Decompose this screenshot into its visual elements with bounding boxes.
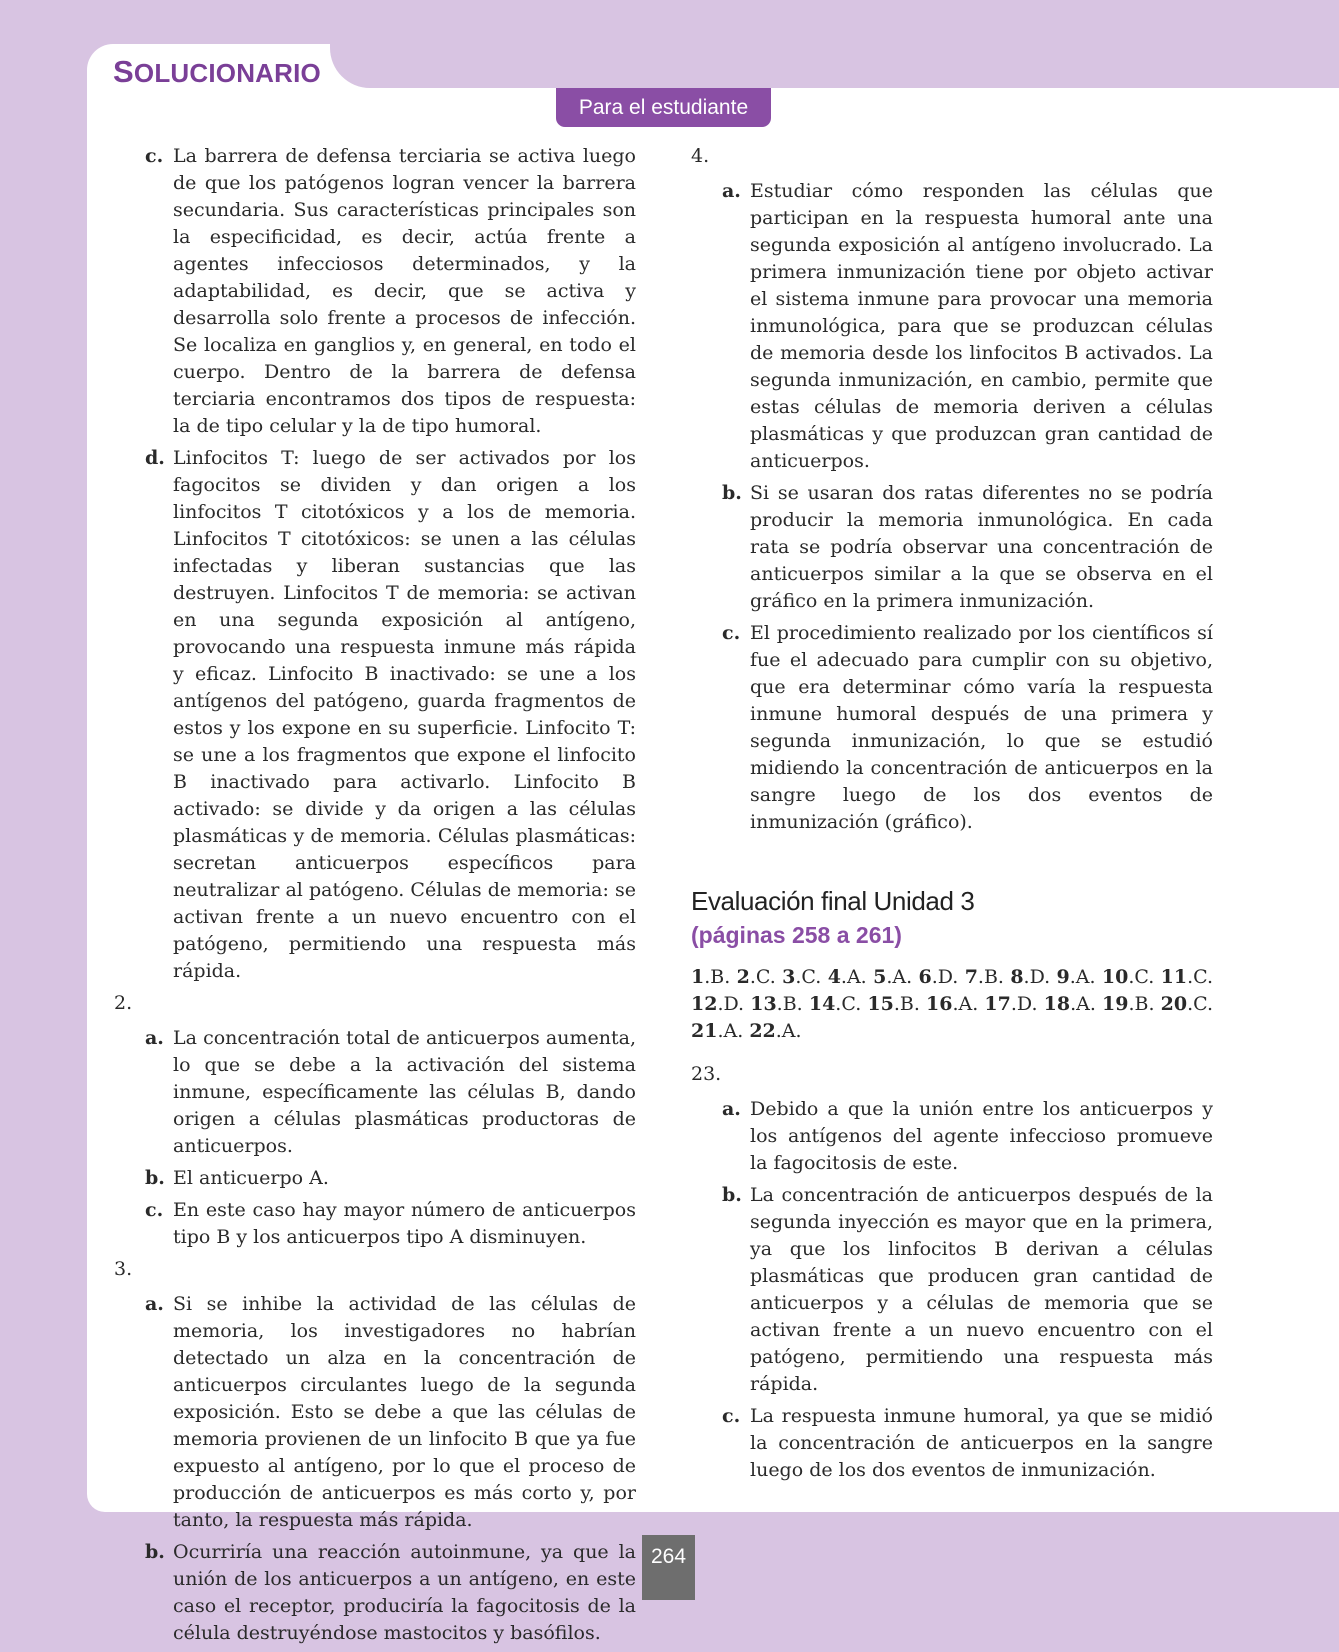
answer-key-letter: .A. — [775, 1020, 802, 1042]
item-text: Ocurriría una reacción autoinmune, ya que la unión de los anticuerpos a un antígeno, en este caso el receptor, produciría la fagocitosis de la célula destruyéndose mastocitos y basófilos. — [173, 1541, 636, 1644]
q2-items — [145, 1025, 636, 1251]
q4-items — [722, 178, 1213, 836]
evaluation-pages: (páginas 258 a 261) — [691, 922, 902, 948]
answer-key-entry — [809, 993, 861, 1015]
item-text: La concentración total de anticuerpos aumenta, lo que se debe a la activación del sistema inmune, específicamente las células B, dando origen a células plasmáticas productoras de anticuerpos. — [173, 1027, 636, 1157]
answer-key-number: 18 — [1043, 993, 1071, 1015]
answer-key-entry — [828, 966, 867, 988]
answer-key-letter: .A. — [717, 1020, 744, 1042]
header-rest: OLUCIONARIO — [133, 58, 321, 88]
answer-key-entry — [1057, 966, 1096, 988]
q3-items — [145, 1291, 636, 1647]
question-number: 2. — [114, 992, 133, 1014]
answer-item — [145, 1025, 636, 1160]
item-label: b. — [145, 1167, 165, 1189]
answer-key-letter: .C. — [749, 966, 776, 988]
answer-key-entry — [737, 966, 776, 988]
answer-key-letter: .A. — [840, 966, 867, 988]
answer-key-entry — [691, 993, 744, 1015]
answer-key-number: 8 — [1010, 966, 1024, 988]
page-number: 264 — [642, 1535, 695, 1600]
answer-key-letter: .D. — [1010, 993, 1038, 1015]
evaluation-title: Evaluación final Unidad 3 — [691, 886, 975, 916]
answer-key-letter: .D. — [931, 966, 959, 988]
answer-key-letter: .B. — [776, 993, 803, 1015]
answer-item — [722, 1403, 1213, 1484]
item-label: a. — [722, 180, 741, 202]
answer-key-number: 2 — [736, 966, 750, 988]
section-header — [113, 54, 321, 90]
answer-key-letter: .A. — [1069, 966, 1096, 988]
answer-key-letter: .D. — [1023, 966, 1051, 988]
answer-key-entry — [1044, 993, 1096, 1015]
answer-key-letter: .A. — [1070, 993, 1096, 1015]
answer-item — [145, 1197, 636, 1251]
item-label: a. — [722, 1098, 741, 1120]
item-text: Estudiar cómo responden las células que participan en la respuesta humoral ante una segunda exposición al antígeno involucrado. La primera inmunización tiene por objeto activar el sistema inmune para provocar una memoria inmunológica, para que se produzcan células de memoria desde los linfocitos B activados. La segunda inmunización, en cambio, permite que estas células de memoria deriven a células plasmáticas y que produzcan gran cantidad de anticuerpos. — [750, 180, 1213, 472]
item-text: La concentración de anticuerpos después de la segunda inyección es mayor que en la primera, ya que los linfocitos B derivan a células plasmáticas que producen gran cantidad de anticuerpos y a células de memoria que se activan frente a un nuevo encuentro con el patógeno, permitiendo una respuesta más rápida. — [750, 1184, 1213, 1395]
answer-item — [722, 178, 1213, 475]
answer-key-number: 11 — [1160, 966, 1188, 988]
item-text: Debido a que la unión entre los anticuerpos y los antígenos del agente infeccioso promueve la fagocitosis de este. — [750, 1098, 1213, 1174]
answer-key-number: 20 — [1160, 993, 1188, 1015]
answer-key-number: 15 — [867, 993, 894, 1015]
answer-key-letter: .A. — [952, 993, 979, 1015]
answer-key-entry — [691, 966, 730, 988]
answer-key-entry — [1010, 966, 1050, 988]
answer-item — [145, 1165, 636, 1192]
answer-item — [722, 480, 1213, 615]
answer-key-letter: .A. — [886, 966, 913, 988]
item-text: La respuesta inmune humoral, ya que se midió la concentración de anticuerpos en la sangre luego de los dos eventos de inmunización. — [750, 1405, 1213, 1481]
item-text: Si se usaran dos ratas diferentes no se podría producir la memoria inmunológica. En cada rata se podría observar una concentración de anticuerpos similar a la que se observa en el gráfico en la primera inmunización. — [750, 482, 1213, 612]
item-text: Linfocitos T: luego de ser activados por los fagocitos se dividen y dan origen a los linfocitos T citotóxicos y a los de memoria. Linfocitos T citotóxicos: se unen a las células infectadas y liberan sustancias que las destruyen. Linfocitos T de memoria: se activan en una segunda exposición al antígeno, provocando una respuesta inmune más rápida y eficaz. Linfocito B inactivado: se une a los antígenos del patógeno, guarda fragmentos de estos y los expone en su superficie. Linfocito T: se une a los fragmentos que expone el linfocito B inactivado para activarlo. Linfocito B activado: se divide y da origen a las células plasmáticas y de memoria. Células plasmáticas: secretan anticuerpos específicos para neutralizar al patógeno. Células de memoria: se activan frente a un nuevo encuentro con el patógeno, permitiendo una respuesta más rápida. — [173, 447, 636, 982]
item-text: En este caso hay mayor número de anticuerpos tipo B y los anticuerpos tipo A disminuyen. — [173, 1199, 636, 1248]
item-text: El anticuerpo A. — [173, 1167, 329, 1189]
answer-key-number: 22 — [749, 1020, 776, 1042]
answer-key-letter: .B. — [704, 966, 731, 988]
answer-item — [145, 143, 636, 440]
answer-item — [722, 620, 1213, 836]
item-text: Si se inhibe la actividad de las células de memoria, los investigadores no habrían detectado un alza en la concentración de anticuerpos circulantes luego de la segunda exposición. Esto se debe a que las células de memoria provienen de un linfocito B que ya fue expuesto al antígeno, por lo que el proceso de producción de anticuerpos es más corto y, por tanto, la respuesta más rápida. — [173, 1293, 636, 1531]
item-label: c. — [145, 145, 164, 167]
answer-key-entry — [867, 993, 920, 1015]
answer-key-number: 5 — [873, 966, 887, 988]
answer-key-number: 3 — [782, 966, 796, 988]
item-label: d. — [145, 447, 165, 469]
answer-key-letter: .B. — [893, 993, 920, 1015]
q23-items — [722, 1096, 1213, 1484]
answer-key-number: 10 — [1101, 966, 1129, 988]
item-label: a. — [145, 1293, 164, 1315]
item-label: b. — [145, 1541, 165, 1563]
item-label: b. — [722, 1184, 742, 1206]
answer-key-entry — [984, 993, 1037, 1015]
answer-key-number: 4 — [827, 966, 841, 988]
answer-key — [691, 964, 1213, 1045]
answer-key-number: 1 — [691, 966, 705, 988]
item-label: c. — [722, 1405, 741, 1427]
answer-key-entry — [1161, 993, 1213, 1015]
item-text: La barrera de defensa terciaria se activa luego de que los patógenos logran vencer la barrera secundaria. Sus características principales son la especificidad, es decir, actúa frente a agentes infecciosos determinados, y la adaptabilidad, es decir, que se activa y desarrolla solo frente a procesos de infección. Se localiza en ganglios y, en general, en todo el cuerpo. Dentro de la barrera de defensa terciaria encontramos dos tipos de respuesta: la de tipo celular y la de tipo humoral. — [173, 145, 636, 437]
answer-key-entry — [965, 966, 1004, 988]
answer-key-entry — [1102, 993, 1155, 1015]
item-label: a. — [145, 1027, 164, 1049]
audience-badge: Para el estudiante — [556, 88, 771, 127]
item-text: El procedimiento realizado por los científicos sí fue el adecuado para cumplir con su objetivo, que era determinar cómo varía la respuesta inmune humoral después de una primera y segunda inmunización, lo que se estudió midiendo la concentración de anticuerpos en la sangre luego de los dos eventos de inmunización (gráfico). — [750, 622, 1213, 833]
answer-key-letter: .D. — [717, 993, 745, 1015]
answer-key-number: 7 — [964, 966, 978, 988]
answer-key-number: 13 — [750, 993, 777, 1015]
answer-key-entry — [749, 1020, 801, 1042]
answer-key-number: 9 — [1056, 966, 1070, 988]
answer-key-letter: .C. — [795, 966, 822, 988]
answer-key-number: 19 — [1102, 993, 1129, 1015]
answer-item — [145, 445, 636, 985]
answer-key-number: 17 — [984, 993, 1011, 1015]
answer-key-letter: .B. — [1128, 993, 1155, 1015]
q1-items — [145, 143, 636, 985]
question-number: 23. — [691, 1063, 722, 1085]
item-label: c. — [722, 622, 741, 644]
answer-key-entry — [926, 993, 978, 1015]
answer-key-entry — [1161, 966, 1213, 988]
header-initial: S — [113, 54, 134, 89]
answer-key-letter: .C. — [1128, 966, 1155, 988]
item-label: c. — [145, 1199, 164, 1221]
item-label: b. — [722, 482, 742, 504]
left-column — [114, 143, 636, 1652]
answer-key-number: 21 — [691, 1020, 718, 1042]
answer-key-entry — [1102, 966, 1154, 988]
answer-key-number: 12 — [691, 993, 718, 1015]
answer-key-number: 16 — [926, 993, 953, 1015]
answer-key-entry — [918, 966, 958, 988]
answer-item — [722, 1096, 1213, 1177]
answer-item — [145, 1539, 636, 1647]
answer-key-letter: .C. — [835, 993, 862, 1015]
answer-key-letter: .C. — [1187, 966, 1214, 988]
answer-key-number: 6 — [918, 966, 932, 988]
answer-key-entry — [873, 966, 912, 988]
answer-key-letter: .C. — [1187, 993, 1214, 1015]
question-number: 4. — [691, 145, 710, 167]
answer-key-letter: .B. — [977, 966, 1004, 988]
right-column — [691, 143, 1213, 1489]
answer-key-entry — [782, 966, 821, 988]
answer-key-number: 14 — [808, 993, 836, 1015]
answer-key-entry — [750, 993, 803, 1015]
header-band — [330, 0, 1339, 88]
answer-item — [145, 1291, 636, 1534]
answer-key-entry — [691, 1020, 743, 1042]
answer-item — [722, 1182, 1213, 1398]
question-number: 3. — [114, 1258, 133, 1280]
